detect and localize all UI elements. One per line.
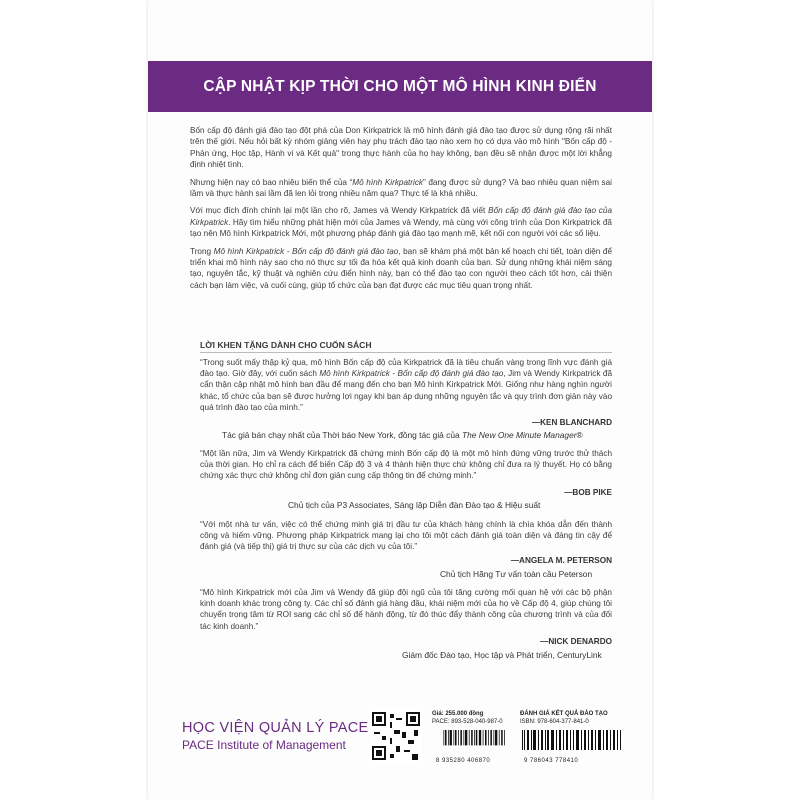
quote-denardo: “Mô hình Kirkpatrick mới của Jim và Wendy đã giúp đội ngũ của tôi tăng cường mối quan hệ với các bộ phận kinh doanh khác trong công ty. Các chỉ số đánh giá hàng đầu, khái niệm mới của họ về Cấp độ 4, giúp chúng tôi chuyển trọng tâm từ ROI sang các chỉ số để hành động, từ đó thúc đẩy thành công của chương trình và của đối tác kinh doanh.” xyxy=(200,588,612,631)
isbn-label: ISBN: 978-604-377-841-0 xyxy=(520,719,589,725)
category-label: ĐÁNH GIÁ KẾT QUẢ ĐÀO TẠO xyxy=(520,711,608,717)
price-block xyxy=(432,710,518,766)
quote-blanchard: “Trong suốt mấy thập kỷ qua, mô hình Bốn cấp độ của Kirkpatrick đã là tiêu chuẩn vàng trong lĩnh vực đánh giá đào tạo. Giờ đây, với cuốn sách Mô hình Kirkpatrick - Bốn cấp độ đánh giá đào tạo, Jim và Wendy Kirkpatrick đã cẩn thận cập nhật mô hình ban đầu để mang đến cho bạn Mô hình Kirkpatrick Mới. Giống như hàng nghìn người khác, tổ chức của bạn sẽ được hưởng lợi ngay khi bạn áp dụng những nguyên tắc và quy trình đơn giản này vào quá trình đào tạo của mình.” xyxy=(200,358,613,412)
divider xyxy=(200,352,612,353)
author-blanchard: —KEN BLANCHARD xyxy=(531,418,612,427)
credit-denardo: Giám đốc Đào tạo, Học tập và Phát triển, CenturyLink xyxy=(402,650,602,660)
author-denardo: —NICK DENARDO xyxy=(540,637,612,646)
author-peterson: —ANGELA M. PETERSON xyxy=(510,556,612,565)
praise-heading: LỜI KHEN TẶNG DÀNH CHO CUỐN SÁCH xyxy=(200,340,372,350)
isbn-barcode-icon xyxy=(520,730,630,756)
intro-paragraph-3: Với mục đích đính chính lại một lần cho rõ, James và Wendy Kirkpatrick đã viết Bốn cấp độ đánh giá đào tạo của Kirkpatrick. Hãy tìm hiểu những phát hiện mới của James và Wendy, mà cùng với công trình của Don Kirkpatrick đã tạo nên Mô hình Kirkpatrick Mới, một phương pháp đánh giá đào tạo mạnh mẽ, kết nối con người với các số liệu. xyxy=(190,206,612,239)
publisher-name-vn: HỌC VIỆN QUẢN LÝ PACE xyxy=(182,720,369,736)
barcode-icon xyxy=(432,730,518,750)
intro-paragraph-2: Nhưng hiện nay có bao nhiêu biến thể của “Mô hình Kirkpatrick” đang được sử dụng? Và bao nhiêu quan niệm sai lầm và thực hành sai lầm đã len lỏi trong nhiều năm qua? Thực tế là khá nhiều. xyxy=(190,177,612,199)
quote-pike: “Một lần nữa, Jim và Wendy Kirkpatrick đã chứng minh Bốn cấp độ là một mô hình đứng vững trước thử thách của thời gian. Họ chỉ ra cách để biến Cấp độ 3 và 4 thành hiện thực chứ không chỉ đưa ra lý thuyết. Họ có bằng chứng xác thực chứ không chỉ đơn giản cung cấp thông tin để chứng minh.” xyxy=(200,449,612,481)
pace-code: PACE: 893-528-040-987-0 xyxy=(432,719,503,725)
header-title: CẬP NHẬT KỊP THỜI CHO MỘT MÔ HÌNH KINH ĐIỂN xyxy=(203,77,597,95)
author-pike: —BOB PIKE xyxy=(564,488,612,497)
publisher-name-en: PACE Institute of Management xyxy=(182,738,346,752)
intro-paragraph-4: Trong Mô hình Kirkpatrick - Bốn cấp độ đánh giá đào tạo, bạn sẽ khám phá một bản kế hoạch chi tiết, toàn diện để triển khai mô hình này sao cho nó thực sự tối đa hóa kết quả kinh doanh của bạn. Sử dụng những khái niệm sáng tạo, nguyên tắc, kỹ thuật và nghiên cứu điển hình này, bạn có thể đào tạo con người theo cách tốt hơn, cải thiện cách bạn làm việc, và cuối cùng, giúp tổ chức của bạn đạt được các mục tiêu quan trọng nhất. xyxy=(190,246,612,290)
price-label: Giá: 255.000 đồng xyxy=(432,711,484,717)
header-band xyxy=(148,61,652,112)
quote-peterson: “Với một nhà tư vấn, việc có thể chứng minh giá trị đầu tư của khách hàng chính là chìa khóa dẫn đến thành công và hiếm vững. Phương pháp Kirkpatrick mang lại cho tôi một cách đánh giá toàn diện và đáng tin cậy để đánh giá (và tiếp thị) giá trị thực sự của các dịch vụ của tôi.” xyxy=(200,520,612,552)
barcode-digits-1: 8 935280 406870 xyxy=(436,758,491,764)
publisher-block xyxy=(182,720,369,752)
qr-code-icon xyxy=(370,710,422,762)
credit-blanchard: Tác giả bán chạy nhất của Thời báo New York, đồng tác giả của The New One Minute Manager® xyxy=(222,430,583,440)
credit-peterson: Chủ tịch Hãng Tư vấn toàn cầu Peterson xyxy=(440,569,593,579)
credit-pike: Chủ tịch của P3 Associates, Sáng lập Diễn đàn Đào tạo & Hiệu suất xyxy=(288,500,541,510)
intro-text xyxy=(190,125,612,297)
barcode-digits-2: 9 786043 778410 xyxy=(524,758,579,764)
isbn-block xyxy=(520,710,642,766)
intro-paragraph-1: Bốn cấp độ đánh giá đào tạo đột phá của Don Kirkpatrick là mô hình đánh giá đào tạo được sử dụng rộng rãi nhất trên thế giới. Nếu hỏi bất kỳ nhóm giảng viên hay phụ trách đào tạo nào xem họ có dựa vào mô hình "Bốn cấp độ - Phản ứng, Học tập, Hành vi và Kết quả" trong thực hành của họ hay không, bạn đều sẽ nhận được một lời khẳng định nhiệt tình. xyxy=(190,126,612,170)
